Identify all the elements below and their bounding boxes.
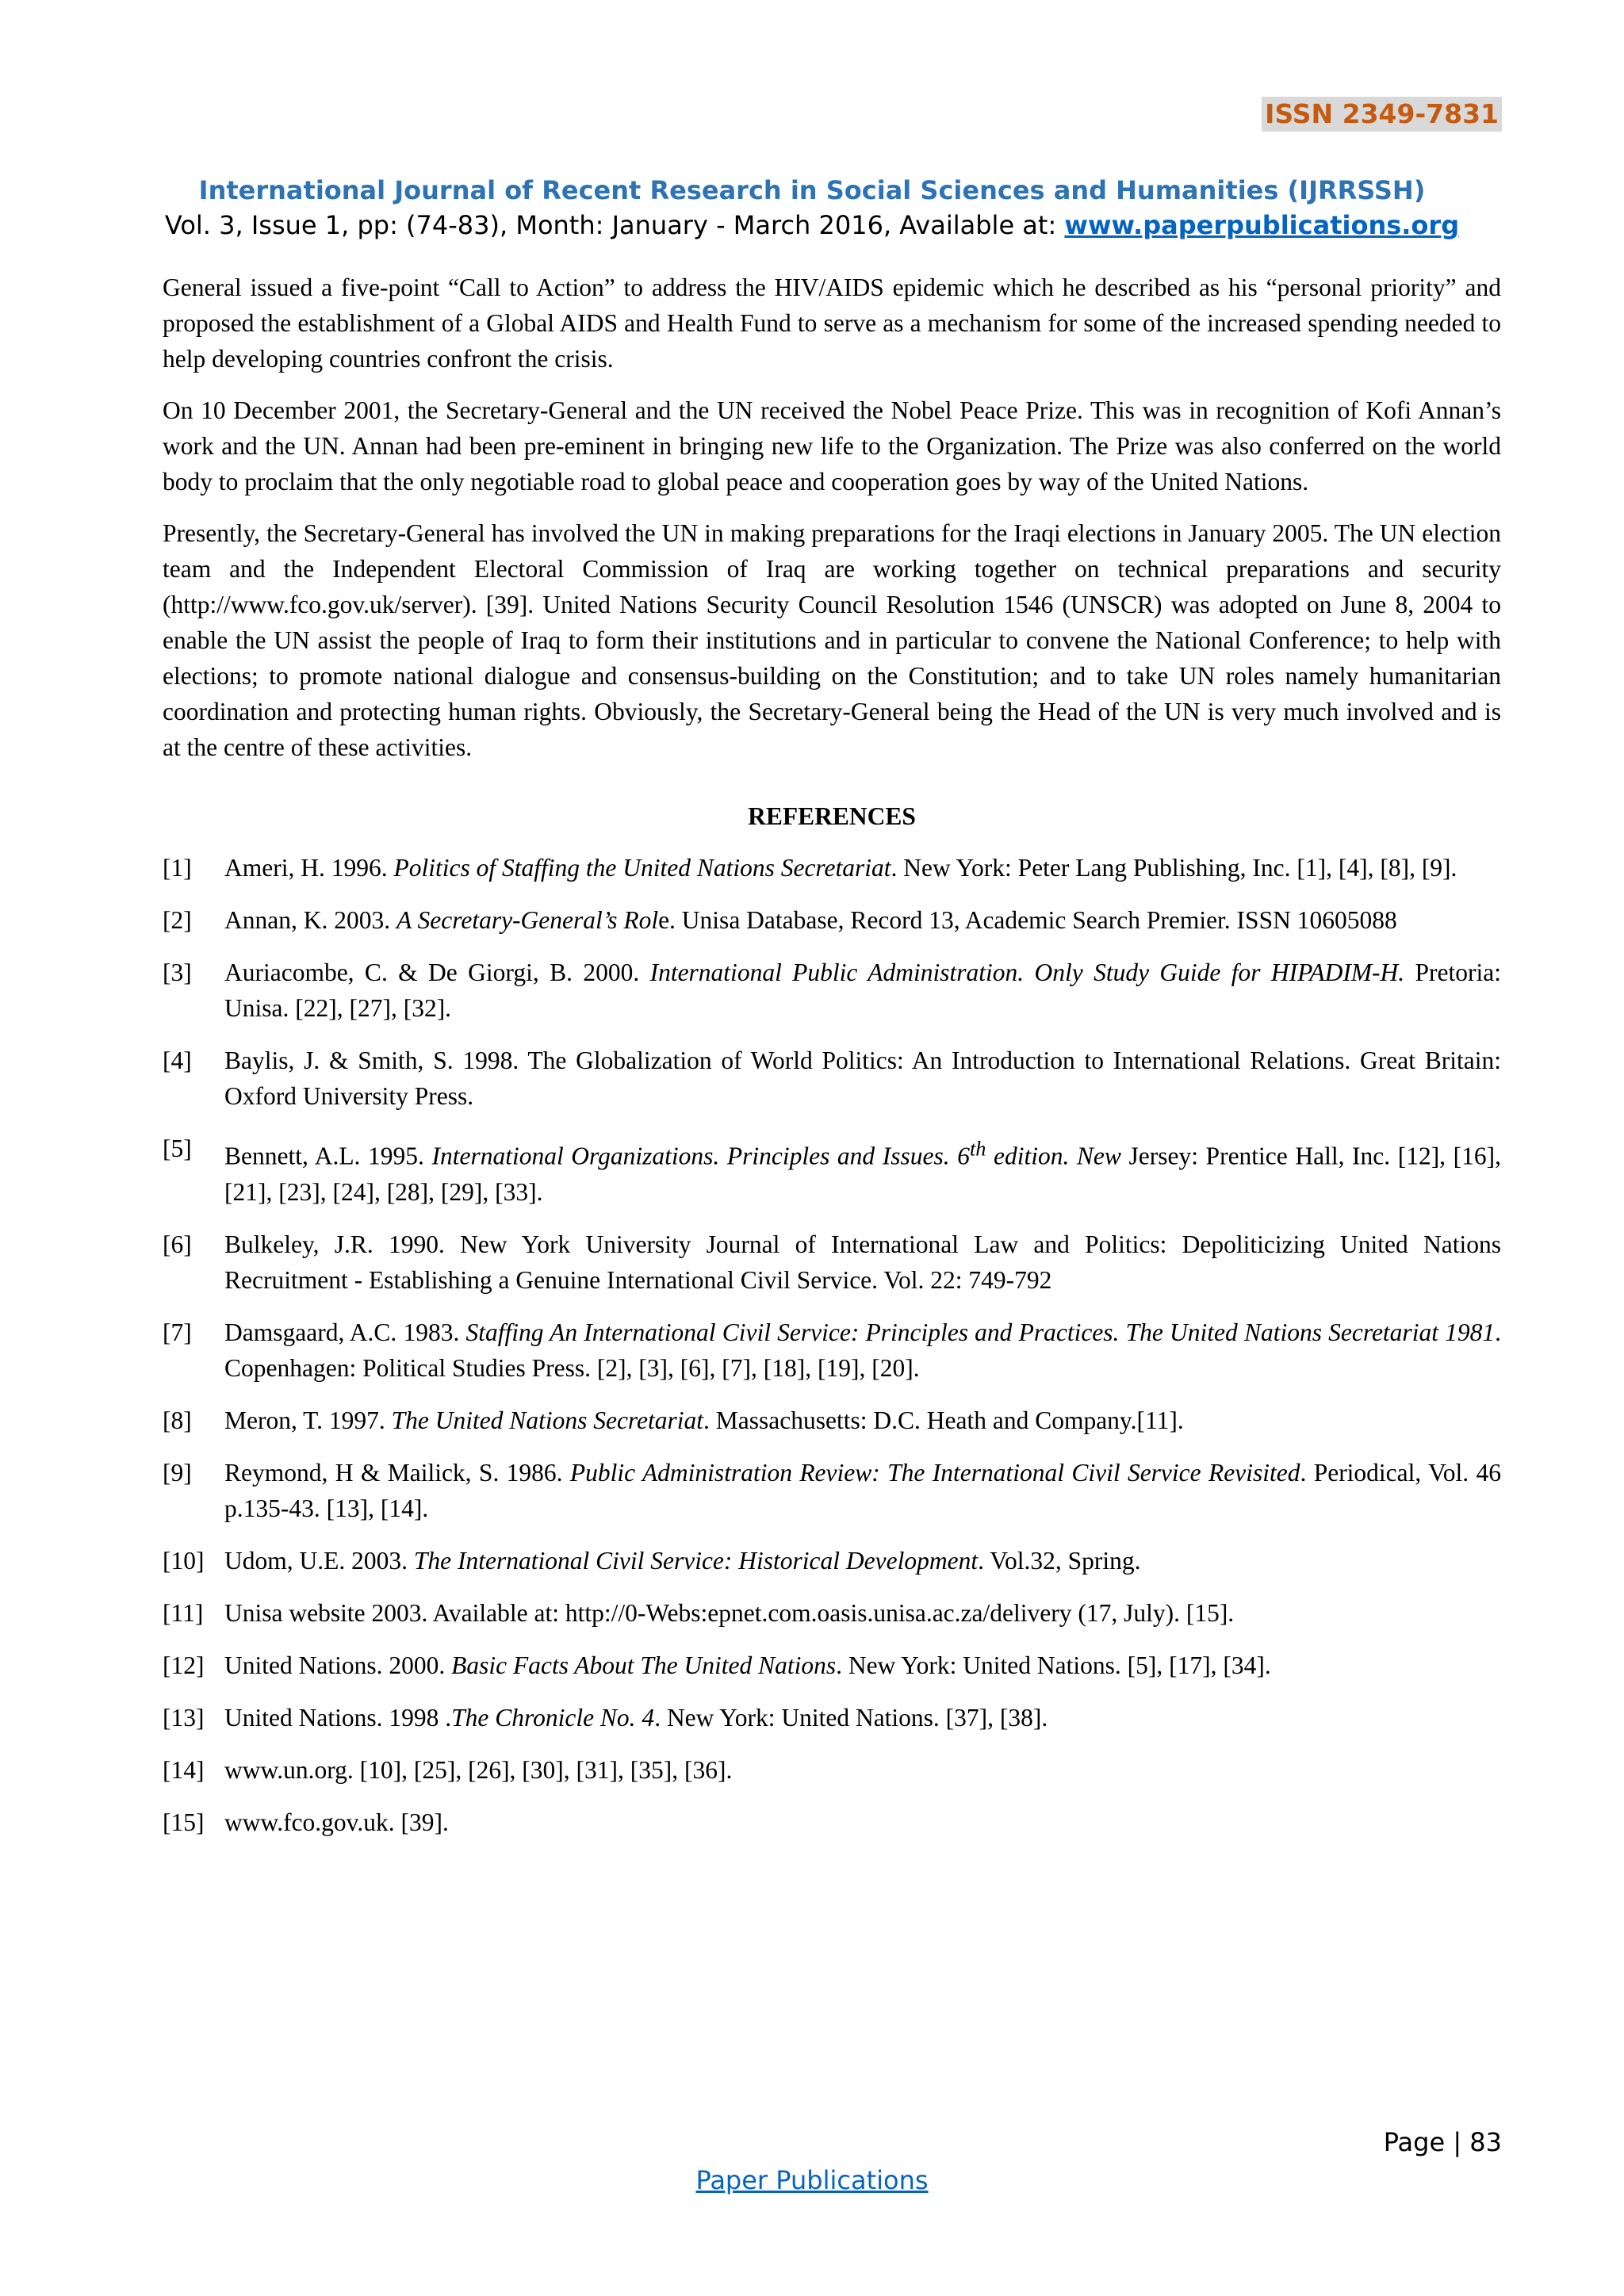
journal-title: International Journal of Recent Research in Social Sciences and Humanities (IJRRSSH) bbox=[198, 175, 1426, 205]
reference-item bbox=[163, 1647, 1501, 1683]
reference-item bbox=[163, 955, 1501, 1026]
reference-number: [1] bbox=[163, 854, 192, 882]
reference-item bbox=[163, 1804, 1501, 1840]
reference-item bbox=[163, 850, 1501, 886]
reference-text: United Nations. 2000. Basic Facts About The United Nations. New York: United Nations. [5], [17], [34]. bbox=[224, 1651, 1271, 1679]
body-paragraph: On 10 December 2001, the Secretary-General and the UN received the Nobel Peace Prize. This was in recognition of Kofi Annan’s work and the UN. Annan had been pre-eminent in bringing new life to the Organization. The Prize was also conferred on the world body to proclaim that the only negotiable road to global peace and cooperation goes by way of the United Nations. bbox=[163, 396, 1501, 496]
reference-item bbox=[163, 902, 1501, 938]
journal-volume-line bbox=[0, 208, 1624, 243]
reference-text: Damsgaard, A.C. 1983. Staffing An International Civil Service: Principles and Practices. The United Nations Secretariat 1981. Copenhagen: Political Studies Press. [2], [3], [6], [7], [18], [19], [20]. bbox=[224, 1318, 1501, 1382]
reference-number: [14] bbox=[163, 1755, 205, 1784]
reference-number: [12] bbox=[163, 1651, 205, 1679]
reference-item bbox=[163, 1043, 1501, 1114]
reference-text: Udom, U.E. 2003. The International Civil Service: Historical Development. Vol.32, Spring. bbox=[224, 1546, 1141, 1575]
reference-number: [13] bbox=[163, 1703, 205, 1732]
reference-text: Baylis, J. & Smith, S. 1998. The Globalization of World Politics: An Introduction to International Relations. Great Britain: Oxford University Press. bbox=[224, 1047, 1501, 1110]
issn-label: ISSN 2349-7831 bbox=[1262, 97, 1502, 132]
journal-website-link[interactable]: www.paperpublications.org bbox=[1064, 210, 1460, 240]
reference-text: Auriacombe, C. & De Giorgi, B. 2000. International Public Administration. Only Study Guide for HIPADIM-H. Pretoria: Unisa. [22], [27], [32]. bbox=[224, 959, 1502, 1022]
reference-text: Bennett, A.L. 1995. International Organizations. Principles and Issues. 6th edition. New Jersey: Prentice Hall, Inc. [12], [16], [21], [23], [24], [28], [29], [33]. bbox=[224, 1137, 1501, 1206]
volume-text: Vol. 3, Issue 1, pp: (74-83), Month: January - March 2016, Available at: bbox=[164, 210, 1065, 240]
reference-item bbox=[163, 1543, 1501, 1578]
page-number: Page | 83 bbox=[1383, 2127, 1502, 2157]
reference-text: www.fco.gov.uk. [39]. bbox=[224, 1808, 449, 1836]
reference-item bbox=[163, 1226, 1501, 1298]
article-body bbox=[163, 270, 1501, 1857]
reference-item bbox=[163, 1402, 1501, 1438]
reference-text: Ameri, H. 1996. Politics of Staffing the United Nations Secretariat. New York: Peter Lang Publishing, Inc. [1], [4], [8], [9]. bbox=[224, 854, 1457, 882]
publisher-link[interactable]: Paper Publications bbox=[695, 2165, 929, 2195]
reference-item bbox=[163, 1595, 1501, 1631]
reference-number: [15] bbox=[163, 1808, 205, 1836]
reference-text: Reymond, H & Mailick, S. 1986. Public Administration Review: The International Civil Service Revisited. Periodical, Vol. 46 p.135-43. [13], [14]. bbox=[224, 1458, 1501, 1522]
reference-number: [7] bbox=[163, 1318, 192, 1346]
reference-number: [10] bbox=[163, 1546, 205, 1575]
reference-text: Annan, K. 2003. A Secretary-General’s Role. Unisa Database, Record 13, Academic Search Premier. ISSN 10605088 bbox=[224, 906, 1397, 934]
reference-item bbox=[163, 1752, 1501, 1788]
reference-item bbox=[163, 1314, 1501, 1386]
reference-number: [4] bbox=[163, 1047, 192, 1074]
reference-text: Meron, T. 1997. The United Nations Secretariat. Massachusetts: D.C. Heath and Company.[11]. bbox=[224, 1406, 1184, 1434]
reference-text: Bulkeley, J.R. 1990. New York University Journal of International Law and Politics: Depoliticizing United Nations Recruitment - Establishing a Genuine International Civil Service. Vol. 22: 749-792 bbox=[224, 1230, 1501, 1294]
body-paragraph: General issued a five-point “Call to Action” to address the HIV/AIDS epidemic which he described as his “personal priority” and proposed the establishment of a Global AIDS and Health Fund to serve as a mechanism for some of the increased spending needed to help developing countries confront the crisis. bbox=[163, 274, 1501, 373]
reference-number: [8] bbox=[163, 1406, 192, 1434]
reference-text: United Nations. 1998 .The Chronicle No. 4. New York: United Nations. [37], [38]. bbox=[224, 1703, 1048, 1732]
reference-item bbox=[163, 1131, 1501, 1210]
reference-item bbox=[163, 1455, 1501, 1526]
reference-number: [9] bbox=[163, 1458, 192, 1487]
reference-list bbox=[163, 850, 1501, 1840]
reference-item bbox=[163, 1700, 1501, 1735]
reference-text: Unisa website 2003. Available at: http://0-Webs:epnet.com.oasis.unisa.ac.za/delivery (17, July). [15]. bbox=[224, 1598, 1235, 1627]
body-paragraph: Presently, the Secretary-General has involved the UN in making preparations for the Iraqi elections in January 2005. The UN election team and the Independent Electoral Commission of Iraq are working together on technical preparations and security (http://www.fco.gov.uk/server). [39]. United Nations Security Council Resolution 1546 (UNSCR) was adopted on June 8, 2004 to enable the UN assist the people of Iraq to form their institutions and in particular to convene the National Conference; to help with elections; to promote national dialogue and consensus-building on the Constitution; and to take UN roles namely humanitarian coordination and protecting human rights. Obviously, the Secretary-General being the Head of the UN is very much involved and is at the centre of these activities. bbox=[163, 519, 1501, 761]
references-heading: REFERENCES bbox=[748, 802, 916, 830]
reference-number: [5] bbox=[163, 1135, 192, 1162]
reference-text: www.un.org. [10], [25], [26], [30], [31], [35], [36]. bbox=[224, 1755, 733, 1784]
reference-number: [3] bbox=[163, 959, 192, 986]
reference-number: [6] bbox=[163, 1230, 192, 1258]
reference-number: [11] bbox=[163, 1598, 204, 1627]
reference-number: [2] bbox=[163, 906, 192, 934]
